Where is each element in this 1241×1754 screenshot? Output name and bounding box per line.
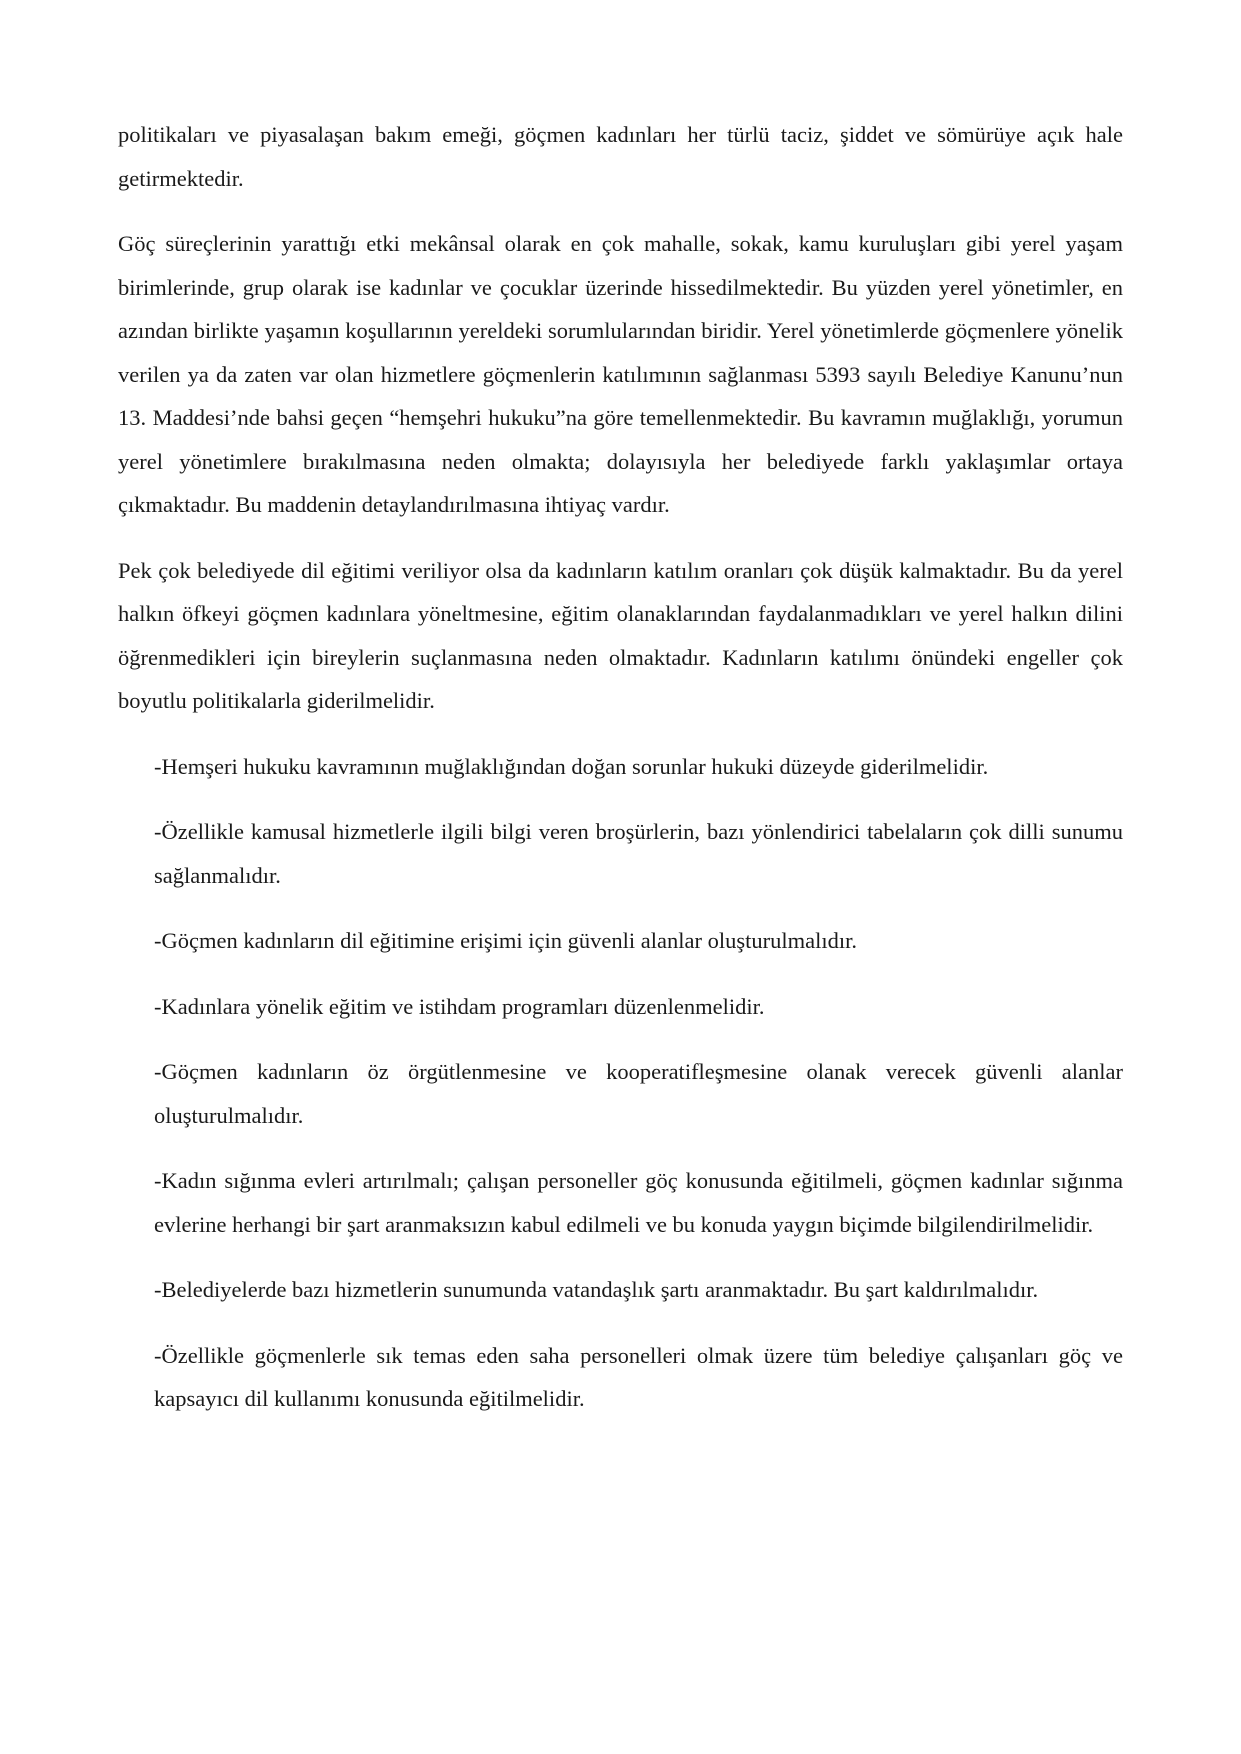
recommendation-item: -Özellikle göçmenlerle sık temas eden saha personelleri olmak üzere tüm belediye çalışanları göç ve kapsayıcı dil kullanımı konusunda eğitilmelidir.	[154, 1342, 1123, 1411]
recommendation-item: -Kadın sığınma evleri artırılmalı; çalışan personeller göç konusunda eğitilmeli, göçmen kadınlar sığınma evlerine herhangi bir şart aranmaksızın kabul edilmeli ve bu konuda yaygın biçimde bilgilendirilmelidir.	[154, 1168, 1123, 1237]
recommendation-list	[118, 745, 1123, 1421]
recommendation-item: -Göçmen kadınların öz örgütlenmesine ve kooperatifleşmesine olanak verecek güvenli alanlar oluşturulmalıdır.	[154, 1059, 1123, 1128]
recommendation-item: -Hemşeri hukuku kavramının muğlaklığından doğan sorunlar hukuki düzeyde giderilmelidir.	[154, 753, 989, 779]
recommendation-item: -Özellikle kamusal hizmetlerle ilgili bilgi veren broşürlerin, bazı yönlendirici tabelaların çok dilli sunumu sağlanmalıdır.	[154, 819, 1123, 888]
document-page	[118, 113, 1123, 1443]
recommendation-item: -Belediyelerde bazı hizmetlerin sunumunda vatandaşlık şartı aranmaktadır. Bu şart kaldırılmalıdır.	[154, 1277, 1039, 1302]
paragraph-intro-continued: politikaları ve piyasalaşan bakım emeği, göçmen kadınları her türlü taciz, şiddet ve sömürüye açık hale getirmektedir.	[118, 122, 1123, 191]
recommendation-item: -Kadınlara yönelik eğitim ve istihdam programları düzenlenmelidir.	[154, 993, 765, 1019]
paragraph-language-education: Pek çok belediyede dil eğitimi veriliyor olsa da kadınların katılım oranları çok düşük kalmaktadır. Bu da yerel halkın öfkeyi göçmen kadınlara yöneltmesine, eğitim olanaklarından faydalanmadıkları ve yerel halkın dilini öğrenmedikleri için bireylerin suçlanmasına neden olmaktadır. Kadınların katılımı önündeki engeller çok boyutlu politikalarla giderilmelidir.	[118, 557, 1123, 713]
paragraph-local-government: Göç süreçlerinin yarattığı etki mekânsal olarak en çok mahalle, sokak, kamu kuruluşları gibi yerel yaşam birimlerinde, grup olarak ise kadınlar ve çocuklar üzerinde hissedilmektedir. Bu yüzden yerel yönetimler, en azından birlikte yaşamın koşullarının yereldeki sorumlularından biridir. Yerel yönetimlerde göçmenlere yönelik verilen ya da zaten var olan hizmetlere göçmenlerin katılımının sağlanması 5393 sayılı Belediye Kanunu’nun 13. Maddesi’nde bahsi geçen “hemşehri hukuku”na göre temellenmektedir. Bu kavramın muğlaklığı, yorumun yerel yönetimlere bırakılmasına neden olmakta; dolayısıyla her belediyede farklı yaklaşımlar ortaya çıkmaktadır. Bu maddenin detaylandırılmasına ihtiyaç vardır.	[118, 231, 1123, 517]
recommendation-item: -Göçmen kadınların dil eğitimine erişimi için güvenli alanlar oluşturulmalıdır.	[154, 928, 857, 953]
